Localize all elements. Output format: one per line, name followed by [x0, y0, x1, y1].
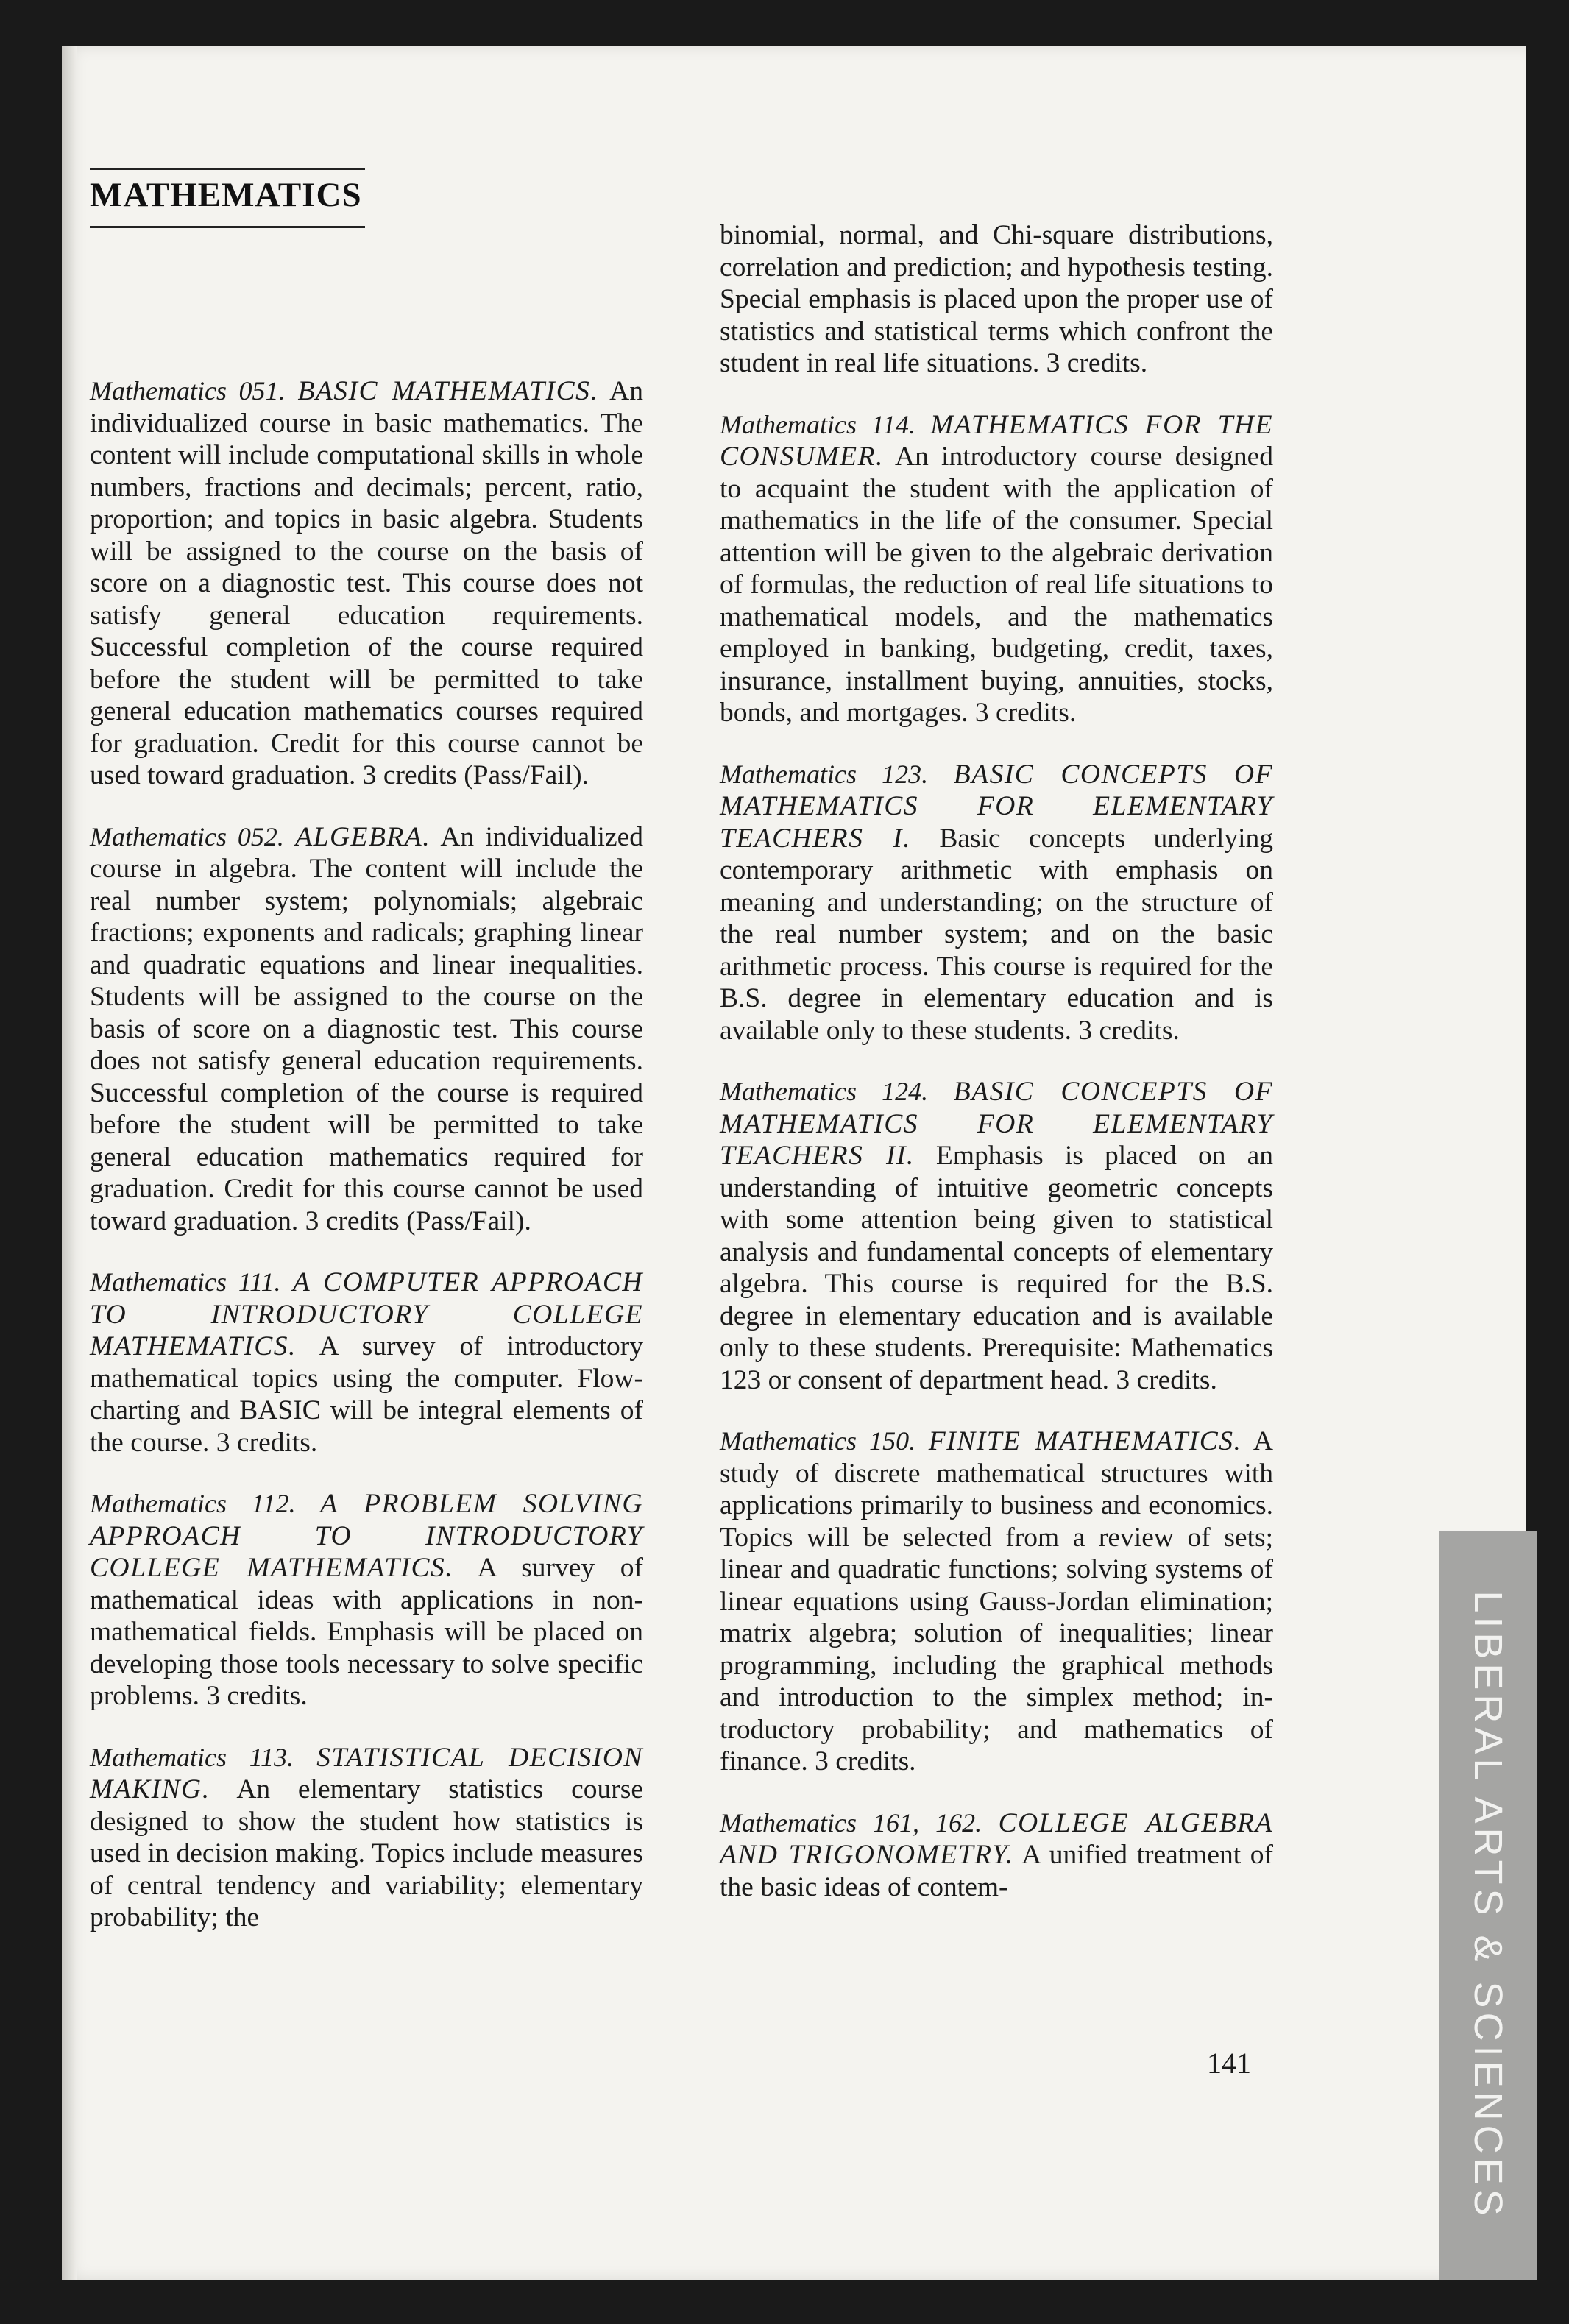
section-header: [90, 168, 365, 228]
course-entry: [90, 821, 643, 1238]
course-code: Mathematics 161, 162.: [720, 1807, 982, 1838]
course-description: An individualized course in algebra. The content will include the real number system; polynomials; algebraic fractions; exponents and radicals; graphing linear and quadratic equations and linear inequalities. Students will be assigned to the course on the basis of score on a diagnostic test. This course does not satisfy general education requirements. Successful completion of the course is required before the student will be permitted to take general education mathematics required for graduation. Credit for this course cannot be used toward graduation. 3 credits (Pass/Fail).: [90, 821, 643, 1236]
course-code: Mathematics 051.: [90, 376, 286, 405]
course-title: BASIC CONCEPTS OF MATHEMATICS FOR ELEMENTARY TEACHERS I.: [720, 759, 1273, 854]
course-entry-continued: [720, 219, 1273, 380]
course-description: A study of discrete mathematical structures with applications primarily to business and economics. Topics will be selected from a review of sets; linear and quadratic functions; solving systems of linear equations using Gauss-Jordan elimination; matrix algebra; solution of inequalities; linear programming, including the graphical methods and introduction to the simplex method; introductory probability; and mathematics of finance. 3 credits.: [720, 1426, 1273, 1776]
course-code: Mathematics 112.: [90, 1489, 296, 1518]
course-description: An individualized course in basic mathematics. The content will include computational skills in whole numbers, fractions and decimals; percent, ratio, proportion; and topics in basic algebra. Students will be assigned to the course on the basis of score on a diagnostic test. This course does not satisfy general education requirements. Successful completion of the course required before the student will be permitted to take general education mathematics courses required for graduation. Credit for this course cannot be used toward graduation. 3 credits (Pass/Fail).: [90, 376, 643, 790]
course-code: Mathematics 124.: [720, 1077, 929, 1106]
course-title: STATISTICAL DECISION MAKING.: [90, 1742, 643, 1804]
page-edge-shadow: [62, 46, 77, 2280]
section-side-tab: [1439, 1531, 1537, 2280]
course-entry: [720, 1807, 1273, 1904]
course-title: FINITE MATHEMATICS.: [928, 1426, 1242, 1456]
side-tab-label: LIBERAL ARTS & SCIENCES: [1466, 1590, 1510, 2220]
course-description: A survey of mathematical ideas with applications in nonmathematical fields. Emphasis will be placed on developing those tools necessary to solve specific problems. 3 credits.: [90, 1553, 643, 1711]
course-title: COLLEGE ALGEBRA AND TRIGONOMETRY.: [720, 1807, 1273, 1870]
course-title: BASIC MATHEMATICS.: [297, 376, 599, 406]
course-code: Mathematics 052.: [90, 821, 284, 851]
course-entry: [720, 409, 1273, 729]
course-description: An elementary statistics course designed to show the student how statistics is used in decision making. Topics include measures of central tendency and variability; elementary probability; the: [90, 1774, 643, 1932]
course-code: Mathematics 123.: [720, 759, 929, 789]
course-entry: [90, 375, 643, 792]
course-description: Basic concepts underlying contemporary arithmetic with emphasis on meaning and understanding; on the structure of the real number system; and on the basic arithmetic process. This course is required for the B.S. degree in elementary education and is available only to these students. 3 credits.: [720, 823, 1273, 1046]
course-code: Mathematics 150.: [720, 1426, 916, 1456]
section-title: MATHEMATICS: [90, 176, 362, 214]
course-entry: [90, 1266, 643, 1459]
course-title: A PROBLEM SOLVING APPROACH TO INTRODUCTORY COLLEGE MATHEMATICS.: [90, 1489, 643, 1583]
course-entry: [720, 1076, 1273, 1396]
course-entry: [720, 759, 1273, 1047]
course-entry: [90, 1488, 643, 1712]
course-code: Mathematics 113.: [90, 1742, 294, 1772]
page-number: 141: [1207, 2047, 1251, 2080]
right-column: [720, 219, 1273, 1932]
course-entry: [720, 1425, 1273, 1778]
course-title: BASIC CONCEPTS OF MATHEMATICS FOR ELEMENTARY TEACHERS II.: [720, 1077, 1273, 1171]
course-description: An introductory course designed to acquaint the student with the application of mathematics in the life of the consumer. Special attention will be given to the algebraic derivation of formulas, the reduction of real life situations to mathematical models, and the mathematics employed in banking, budgeting, credit, taxes, insurance, installment buying, annuities, stocks, bonds, and mortgages. 3 credits.: [720, 442, 1273, 728]
course-title: A COMPUTER APPROACH TO INTRODUCTORY COLLEGE MATHEMATICS.: [90, 1267, 643, 1361]
course-entry: [90, 1742, 643, 1934]
course-description: Emphasis is placed on an understanding of intuitive geometric concepts with some attention being given to statistical analysis and fundamental concepts of elementary algebra. This course is required for the B.S. degree in elementary education and is available only to these students. Prerequisite: Mathematics 123 or consent of department head. 3 credits.: [720, 1141, 1273, 1395]
course-description: A survey of introductory mathematical topics using the computer. Flow-charting and BASIC will be integral elements of the course. 3 credits.: [90, 1331, 643, 1458]
course-code: Mathematics 114.: [720, 409, 916, 439]
course-title: MATHEMATICS FOR THE CONSUMER.: [720, 409, 1273, 472]
course-title: ALGEBRA.: [295, 821, 431, 852]
course-code: Mathematics 111.: [90, 1267, 281, 1297]
course-description: binomial, normal, and Chi-square distributions, correlation and prediction; and hypothesis testing. Special emphasis is placed upon the proper use of statistics and statistical terms which confront the student in real life situations. 3 credits.: [720, 220, 1273, 378]
course-description: A unified treatment of the basic ideas of contem-: [720, 1840, 1273, 1902]
left-column: [90, 375, 643, 1963]
